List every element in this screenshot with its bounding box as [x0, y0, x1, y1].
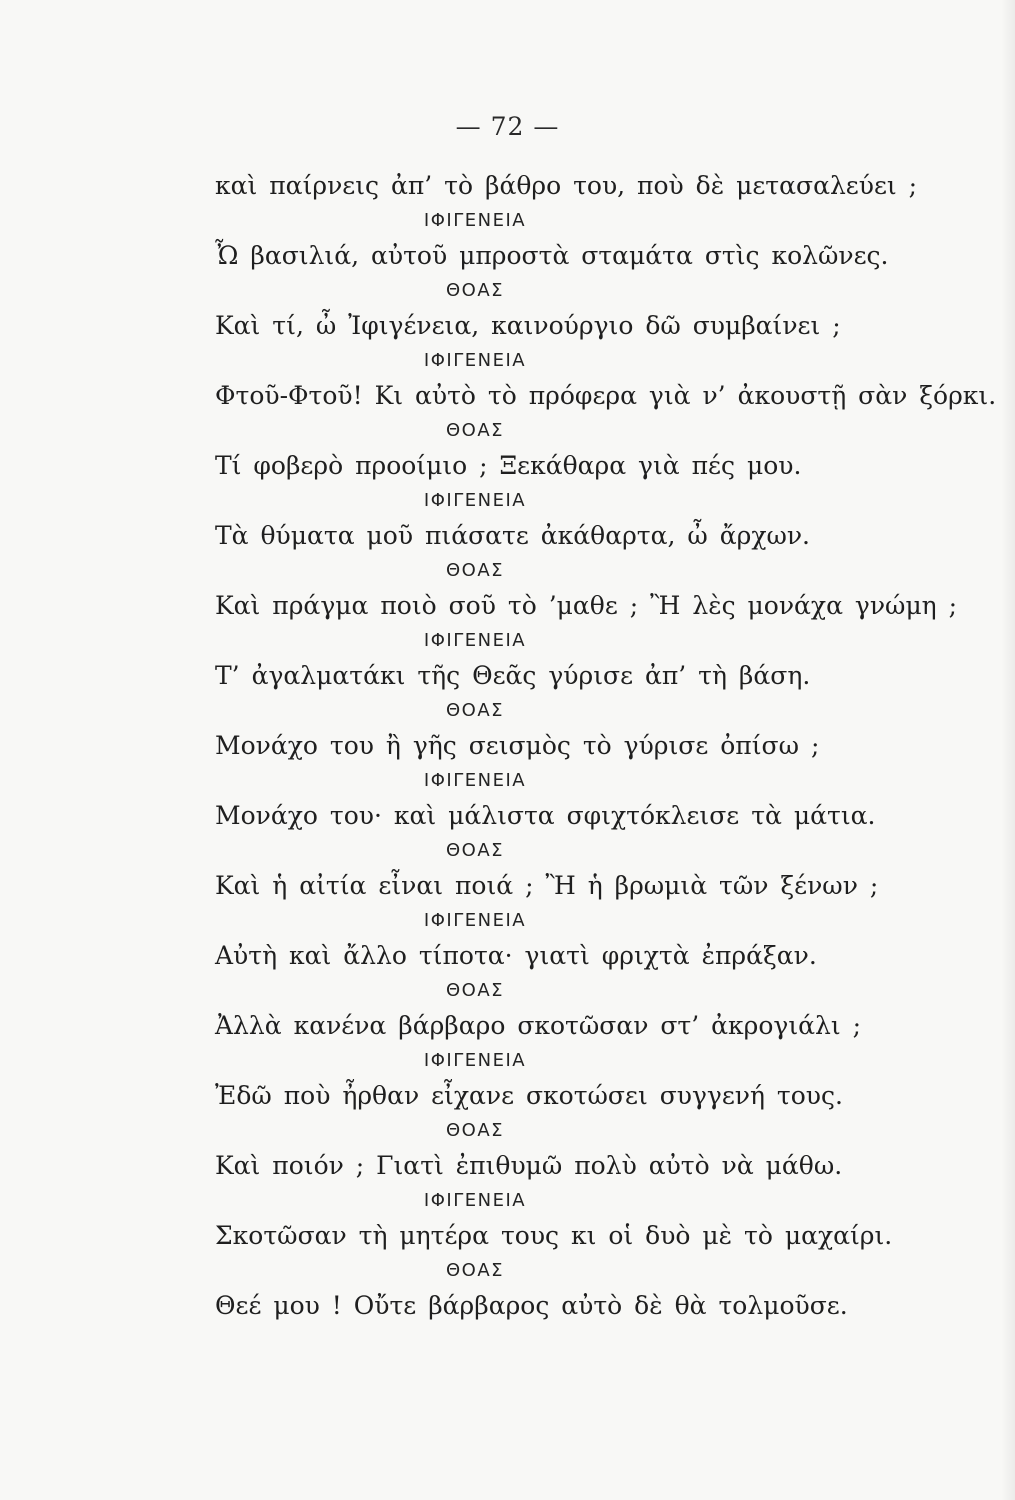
verse-line: Τὰ θύματα μοῦ πιάσατε ἀκάθαρτα, ὦ ἄρχων.: [215, 521, 810, 550]
page-number: — 72 —: [455, 112, 560, 141]
verse-line: Καὶ ἡ αἰτία εἶναι ποιά ; Ἢ ἡ βρωμιὰ τῶν ξένων ;: [215, 871, 879, 900]
speaker-heading: ΘΟΑΣ: [445, 560, 505, 581]
speaker-heading: ΘΟΑΣ: [445, 1260, 505, 1281]
speaker-heading: ΙΦΙΓΕΝΕΙΑ: [423, 630, 527, 651]
verse-line: Ἐδῶ ποὺ ἦρθαν εἶχανε σκοτώσει συγγενή τους.: [215, 1081, 843, 1110]
speaker-heading: ΙΦΙΓΕΝΕΙΑ: [423, 770, 527, 791]
verse-line: Θεέ μου ! Οὔτε βάρβαρος αὐτὸ δὲ θὰ τολμοῦσε.: [215, 1291, 848, 1320]
speaker-heading: ΙΦΙΓΕΝΕΙΑ: [423, 490, 527, 511]
speaker-heading: ΘΟΑΣ: [445, 840, 505, 861]
verse-line: Τ’ ἀγαλματάκι τῆς Θεᾶς γύρισε ἀπ’ τὴ βάση.: [215, 661, 811, 690]
verse-line: Μονάχο του· καὶ μάλιστα σφιχτόκλεισε τὰ μάτια.: [215, 801, 876, 830]
speaker-heading: ΙΦΙΓΕΝΕΙΑ: [423, 1050, 527, 1071]
speaker-heading: ΘΟΑΣ: [445, 1120, 505, 1141]
speaker-heading: ΘΟΑΣ: [445, 700, 505, 721]
verse-line: Ἀλλὰ κανένα βάρβαρο σκοτῶσαν στ’ ἀκρογιάλι ;: [215, 1011, 862, 1040]
speaker-heading: ΙΦΙΓΕΝΕΙΑ: [423, 350, 527, 371]
verse-line: Ὦ βασιλιά, αὐτοῦ μπροστὰ σταμάτα στὶς κολῶνες.: [215, 241, 889, 270]
verse-line: Καὶ ποιόν ; Γιατὶ ἐπιθυμῶ πολὺ αὐτὸ νὰ μάθω.: [215, 1151, 843, 1180]
verse-line: Μονάχο του ἢ γῆς σεισμὸς τὸ γύρισε ὀπίσω ;: [215, 731, 820, 760]
verse-line: Τί φοβερὸ προοίμιο ; Ξεκάθαρα γιὰ πές μου.: [215, 451, 802, 480]
verse-line: Καὶ τί, ὦ Ἰφιγένεια, καινούργιο δῶ συμβαίνει ;: [215, 311, 841, 340]
speaker-heading: ΙΦΙΓΕΝΕΙΑ: [423, 210, 527, 231]
page-edge-shadow: [1001, 0, 1015, 1500]
speaker-heading: ΘΟΑΣ: [445, 980, 505, 1001]
speaker-heading: ΘΟΑΣ: [445, 280, 505, 301]
verse-line: Καὶ πράγμα ποιὸ σοῦ τὸ ’μαθε ; Ἢ λὲς μονάχα γνώμη ;: [215, 591, 958, 620]
speaker-heading: ΘΟΑΣ: [445, 420, 505, 441]
verse-line: Σκοτῶσαν τὴ μητέρα τους κι οἱ δυὸ μὲ τὸ μαχαίρι.: [215, 1221, 893, 1250]
dialogue-text: [215, 168, 997, 1324]
speaker-heading: ΙΦΙΓΕΝΕΙΑ: [423, 910, 527, 931]
speaker-heading: ΙΦΙΓΕΝΕΙΑ: [423, 1190, 527, 1211]
verse-line: καὶ παίρνεις ἀπ’ τὸ βάθρο του, ποὺ δὲ μετασαλεύει ;: [215, 171, 918, 200]
verse-line: Αὐτὴ καὶ ἄλλο τίποτα· γιατὶ φριχτὰ ἐπράξαν.: [215, 941, 817, 970]
verse-line: Φτοῦ-Φτοῦ! Κι αὐτὸ τὸ πρόφερα γιὰ ν’ ἀκουστῇ σὰν ξόρκι.: [215, 381, 997, 410]
